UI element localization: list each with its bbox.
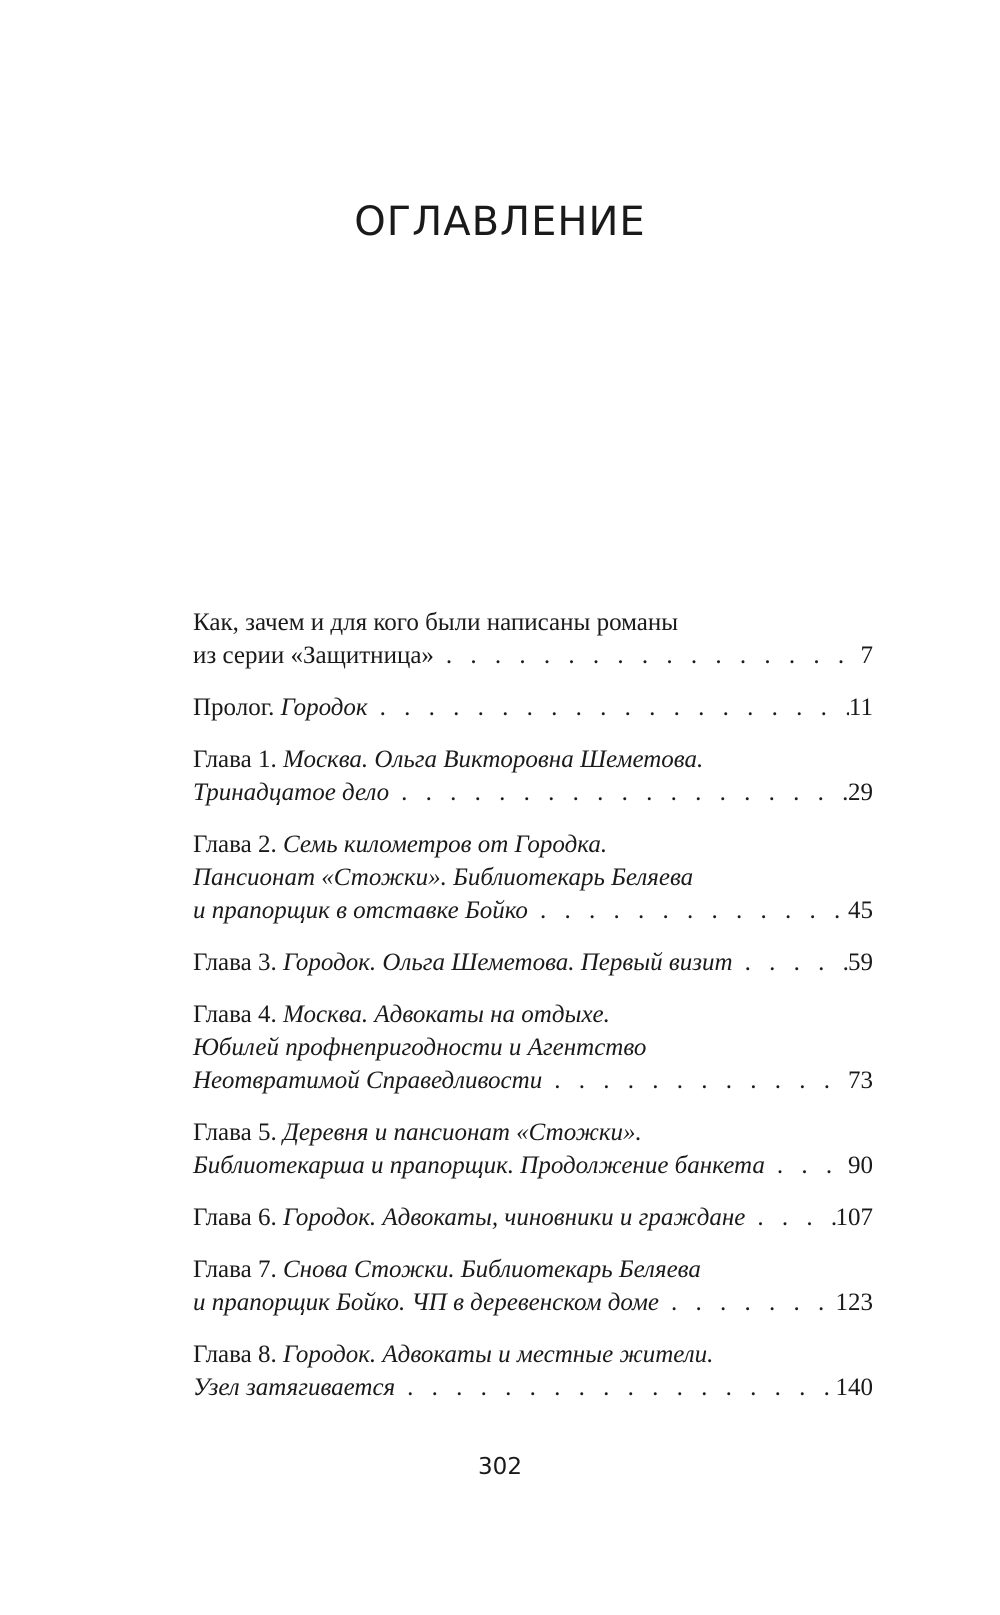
toc-entry-label: Глава 4. [193, 1001, 277, 1028]
toc-entry-title: Москва. Адвокаты на отдыхе. [282, 1001, 610, 1028]
toc-entry-label: Пролог. [193, 694, 275, 721]
toc-entry-chapter-2 [193, 828, 873, 927]
toc-entry-title: Неотвратимой Справедливости [193, 1067, 543, 1094]
toc-entry-chapter-5 [193, 1116, 873, 1182]
toc-entry-title: Городок. Ольга Шеметова. Первый визит [282, 949, 733, 976]
toc-entry-title: и прапорщик Бойко. ЧП в деревенском доме [193, 1289, 660, 1316]
toc-entry-text: из серии «Защитница» [193, 642, 434, 669]
toc-entry-chapter-8 [193, 1338, 873, 1404]
toc-entry-title: Пансионат «Стожки». Библиотекарь Беляева [193, 864, 694, 891]
toc-entry-label: Глава 2. [193, 831, 277, 858]
dot-leader [368, 691, 849, 724]
toc-entry-label: Глава 6. [193, 1204, 277, 1231]
toc-page-number: 45 [848, 897, 873, 924]
dot-leader [765, 1149, 848, 1182]
table-of-contents [193, 606, 873, 1423]
toc-entry-label: Глава 8. [193, 1341, 277, 1368]
toc-entry-title: Городок. Адвокаты и местные жители. [282, 1341, 714, 1368]
dot-leader [389, 776, 848, 809]
toc-page-number: 123 [835, 1289, 873, 1316]
toc-entry-title: Тринадцатое дело [193, 779, 390, 806]
toc-page-number: 140 [835, 1374, 873, 1401]
toc-page-number: 107 [835, 1204, 873, 1231]
toc-entry-chapter-4 [193, 998, 873, 1097]
toc-entry-chapter-7 [193, 1253, 873, 1319]
toc-entry-title: Библиотекарша и прапорщик. Продолжение банкета [193, 1152, 765, 1179]
dot-leader [434, 639, 861, 672]
toc-entry-title: Городок. Адвокаты, чиновники и граждане [282, 1204, 746, 1231]
toc-entry-preface [193, 606, 873, 672]
toc-entry-text: Как, зачем и для кого были написаны романы [193, 609, 679, 636]
toc-entry-chapter-6 [193, 1201, 873, 1234]
toc-entry-title: Городок [280, 694, 368, 721]
toc-page-number: 73 [848, 1067, 873, 1094]
dot-leader [542, 1064, 848, 1097]
toc-entry-chapter-1 [193, 743, 873, 809]
toc-entry-label: Глава 5. [193, 1119, 277, 1146]
toc-page-number: 11 [848, 694, 873, 721]
toc-entry-label: Глава 3. [193, 949, 277, 976]
toc-entry-title: Узел затягивается [193, 1374, 396, 1401]
toc-page-number: 90 [848, 1152, 873, 1179]
toc-page-number: 29 [848, 779, 873, 806]
dot-leader [733, 946, 848, 979]
dot-leader [745, 1201, 835, 1234]
page-number: 302 [478, 1454, 522, 1480]
toc-entry-label: Глава 7. [193, 1256, 277, 1283]
toc-entry-title: Снова Стожки. Библиотекарь Беляева [282, 1256, 701, 1283]
dot-leader [528, 894, 848, 927]
toc-entry-title: Юбилей профнепригодности и Агентство [193, 1034, 647, 1061]
toc-entry-title: Семь километров от Городка. [282, 831, 608, 858]
dot-leader [395, 1371, 835, 1404]
toc-entry-label: Глава 1. [193, 746, 277, 773]
toc-entry-prologue [193, 691, 873, 724]
dot-leader [659, 1286, 835, 1319]
toc-entry-title: Москва. Ольга Викторовна Шеметова. [282, 746, 704, 773]
toc-entry-title: и прапорщик в отставке Бойко [193, 897, 528, 924]
toc-entry-chapter-3 [193, 946, 873, 979]
toc-page-number: 59 [848, 949, 873, 976]
toc-page-number: 7 [860, 642, 873, 669]
page-title: ОГЛАВЛЕНИЕ [354, 199, 646, 245]
toc-entry-title: Деревня и пансионат «Стожки». [282, 1119, 642, 1146]
